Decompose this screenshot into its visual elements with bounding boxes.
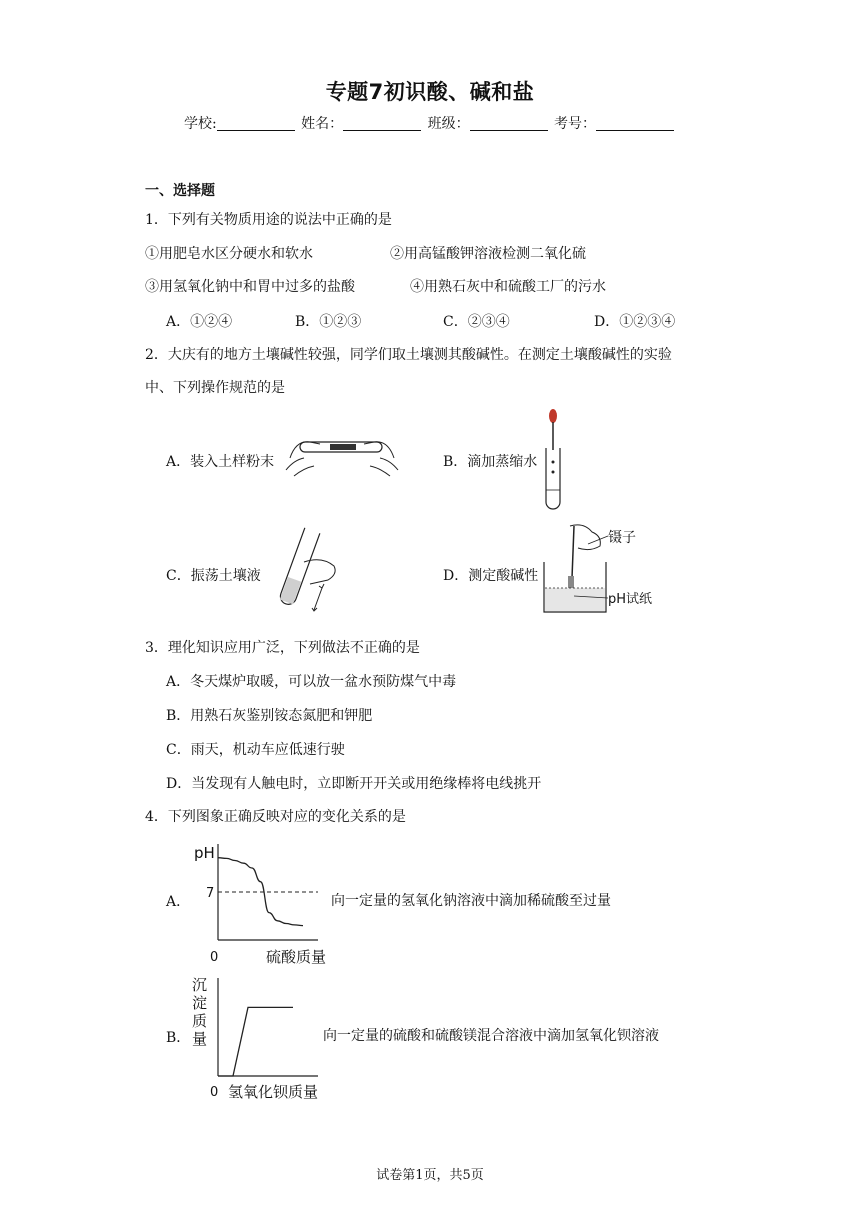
chart-b-y-label-char: 淀	[192, 994, 208, 1012]
chart-a-y-label: pH	[194, 844, 215, 862]
test-tube-loading-illustration	[282, 428, 402, 484]
shaking-tube-illustration	[264, 524, 344, 616]
chart-precipitate-vs-barium-hydroxide	[188, 972, 338, 1104]
q1-item4: ④用熟石灰中和硫酸工厂的污水	[410, 279, 606, 295]
q4-option-a-letter[interactable]: A．	[166, 894, 191, 910]
exam-no-blank[interactable]	[596, 116, 674, 131]
test-tube-icon	[546, 448, 560, 509]
class-blank[interactable]	[470, 116, 548, 131]
q3-option-b[interactable]: B．用熟石灰鉴别铵态氮肥和钾肥	[166, 708, 373, 724]
school-label: 学校:	[183, 116, 217, 132]
left-hand-icon	[286, 442, 320, 476]
q2-option-c[interactable]: C．振荡土壤液	[166, 568, 261, 584]
class-label: 班级：	[427, 116, 470, 132]
dropper-illustration	[540, 406, 570, 512]
q3-option-a[interactable]: A．冬天煤炉取暖，可以放一盆水预防煤气中毒	[166, 674, 457, 690]
q2-stem-line2: 中、下列操作规范的是	[145, 380, 285, 396]
chart-b-series-line	[218, 1007, 293, 1076]
right-hand-icon	[364, 442, 398, 476]
q1-option-c[interactable]: C．②③④	[443, 314, 510, 330]
section-title: 一、选择题	[145, 183, 215, 199]
chart-b-origin-label: 0	[210, 1085, 219, 1100]
ph-paper-label: pH试纸	[608, 592, 653, 607]
chart-a-ref-label: 7	[206, 886, 215, 901]
exam-no-label: 考号：	[554, 116, 597, 132]
q2-stem-line1: 2．大庆有的地方土壤碱性较强，同学们取土壤测其酸碱性。在测定土壤酸碱性的实验	[145, 347, 672, 363]
q3-option-c[interactable]: C．雨天，机动车应低速行驶	[166, 742, 345, 758]
q4-stem: 4．下列图象正确反映对应的变化关系的是	[145, 809, 406, 825]
q3-option-d[interactable]: D．当发现有人触电时，立即断开开关或用绝缘棒将电线挑开	[166, 776, 542, 792]
q1-option-d[interactable]: D．①②③④	[594, 314, 676, 330]
name-blank[interactable]	[343, 116, 421, 131]
chart-b-x-label: 氢氧化钡质量	[228, 1083, 319, 1101]
soil-trough	[330, 444, 356, 450]
q1-item3: ③用氢氧化钠中和胃中过多的盐酸	[145, 279, 355, 295]
drop-icon	[552, 471, 555, 474]
dropper-bulb-icon	[549, 409, 557, 423]
chart-b-y-label-char: 质	[192, 1012, 208, 1030]
q1-item1: ①用肥皂水区分硬水和软水	[145, 246, 313, 262]
q1-option-b[interactable]: B．①②③	[295, 314, 362, 330]
beaker-liquid	[545, 588, 605, 611]
ph-test-illustration	[540, 522, 660, 618]
q3-stem: 3．理化知识应用广泛，下列做法不正确的是	[145, 640, 420, 656]
drop-icon	[552, 461, 555, 464]
q4-option-b-text: 向一定量的硫酸和硫酸镁混合溶液中滴加氢氧化钡溶液	[323, 1028, 659, 1044]
student-info-row	[0, 113, 860, 133]
page-title: 专题7初识酸、碱和盐	[325, 80, 535, 104]
page-footer: 试卷第1页，共5页	[376, 1168, 484, 1183]
chart-b-y-label-char: 沉	[192, 976, 208, 994]
q2-option-d[interactable]: D．测定酸碱性	[443, 568, 539, 584]
chart-b-y-label-char: 量	[192, 1030, 208, 1048]
q4-option-a-text: 向一定量的氢氧化钠溶液中滴加稀硫酸至过量	[331, 893, 611, 909]
q1-item2: ②用高锰酸钾溶液检测二氧化硫	[390, 246, 586, 262]
q4-option-b-letter[interactable]: B．	[166, 1030, 191, 1046]
shake-arrow-icon	[314, 588, 322, 610]
tweezers-icon	[572, 526, 574, 578]
chart-b-y-label	[192, 976, 207, 1048]
q2-option-a[interactable]: A．装入土样粉末	[166, 454, 275, 470]
q2-option-b[interactable]: B．滴加蒸缩水	[443, 454, 538, 470]
name-label: 姓名：	[301, 116, 344, 132]
soil-liquid	[280, 577, 301, 604]
q1-option-a[interactable]: A．①②④	[166, 314, 233, 330]
chart-a-origin-label: 0	[210, 950, 219, 965]
tweezers-label: 镊子	[608, 530, 636, 546]
school-blank[interactable]	[217, 116, 295, 131]
chart-a-x-label: 硫酸质量	[266, 948, 327, 966]
q1-stem: 1．下列有关物质用途的说法中正确的是	[145, 212, 392, 228]
chart-ph-vs-sulfuric-acid	[188, 836, 333, 968]
